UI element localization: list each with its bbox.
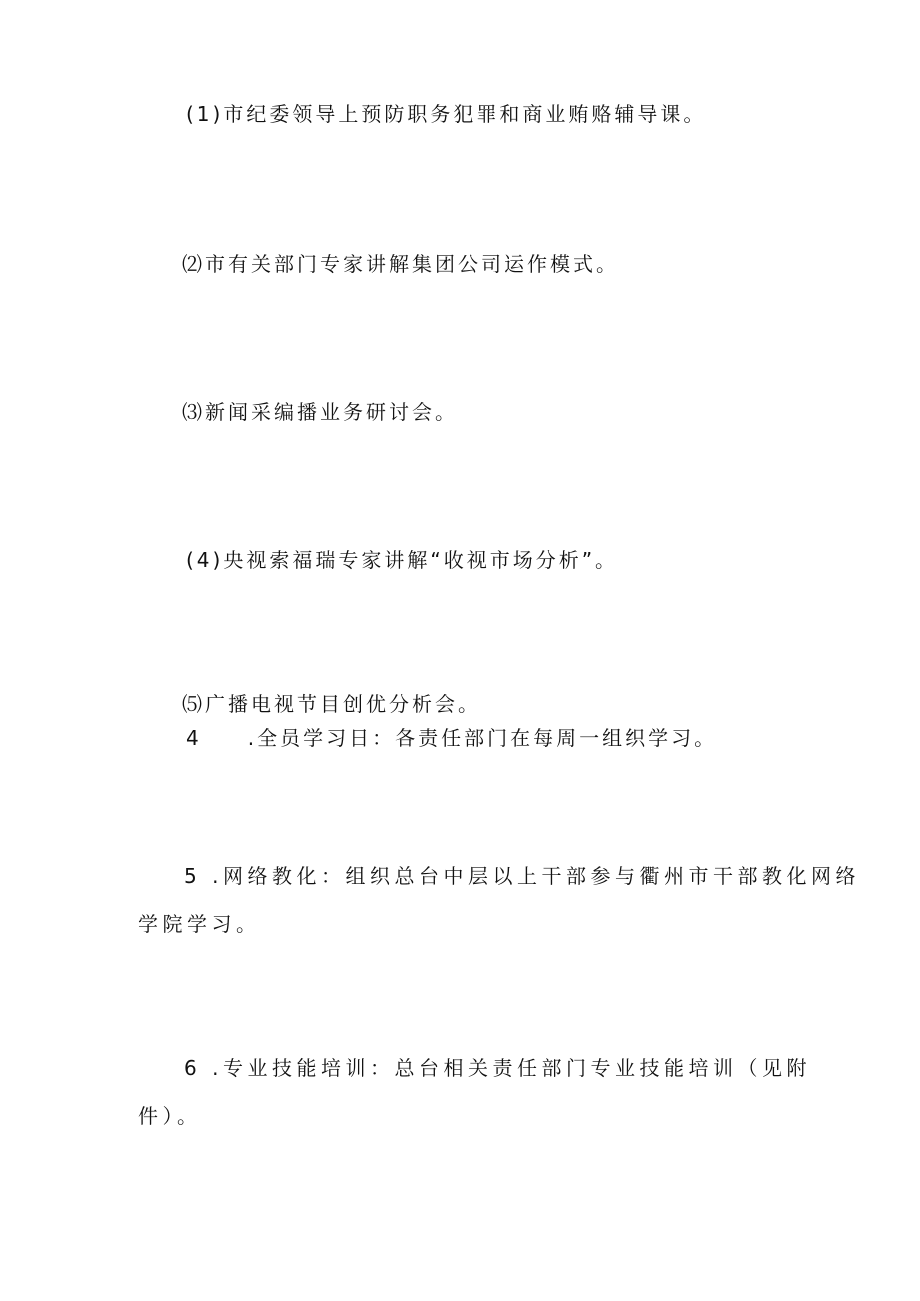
section-number: 6 [184, 1056, 202, 1080]
section-paragraph [186, 724, 717, 752]
list-item: ⑸广播电视节目创优分析会。 [182, 692, 481, 716]
section-text: .专业技能培训：总台相关责任部门专业技能培训（见附 [212, 1056, 811, 1080]
section-text: .全员学习日：各责任部门在每周一组织学习。 [247, 726, 718, 750]
section-continuation: 学院学习。 [138, 912, 261, 936]
section-text: .网络教化：组织总台中层以上干部参与衢州市干部教化网络 [212, 864, 860, 888]
section-paragraph [184, 862, 860, 890]
list-item: ⑵市有关部门专家讲解集团公司运作模式。 [182, 252, 619, 276]
list-item: (4)央视索福瑞专家讲解“收视市场分析”。 [186, 548, 619, 572]
list-item: (1)市纪委领导上预防职务犯罪和商业贿赂辅导课。 [186, 102, 707, 126]
section-number: 4 [186, 726, 202, 750]
section-continuation: 件）。 [138, 1104, 202, 1128]
section-paragraph [184, 1054, 811, 1082]
list-item: ⑶新闻采编播业务研讨会。 [182, 400, 458, 424]
section-number: 5 [184, 864, 202, 888]
